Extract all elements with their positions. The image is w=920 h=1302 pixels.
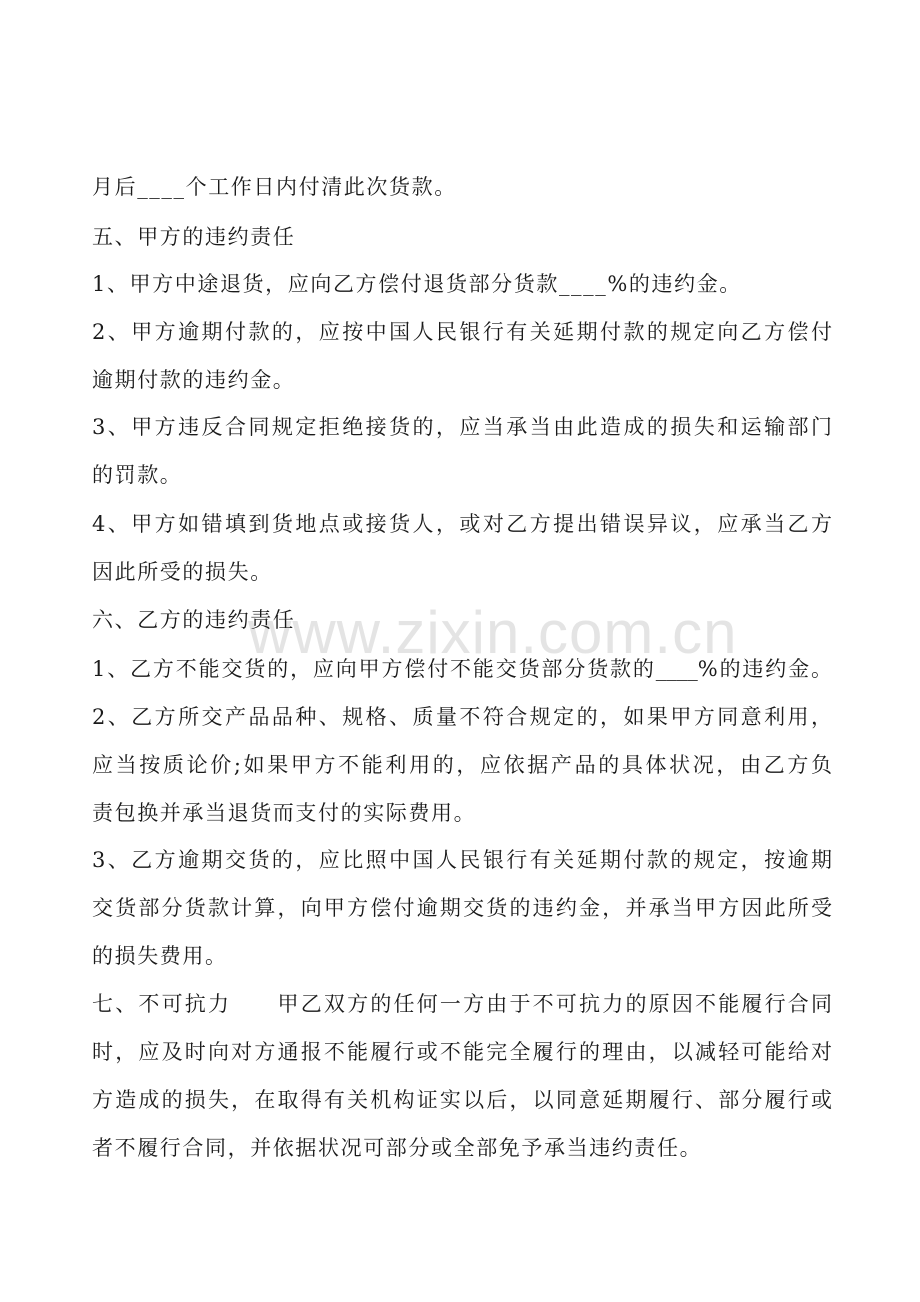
text-line: 因此所受的损失。	[92, 560, 273, 584]
section-heading-force-majeure: 七、不可抗力 甲乙双方的任何一方由于不可抗力的原因不能履行合同	[92, 992, 832, 1016]
text-line: 逾期付款的违约金。	[92, 368, 296, 392]
text-line: 应当按质论价;如果甲方不能利用的，应依据产品的具体状况，由乙方负	[92, 753, 832, 777]
text-line: 者不履行合同，并依据状况可部分或全部免予承当违约责任。	[92, 1136, 703, 1160]
text-line: 交货部分货款计算，向甲方偿付逾期交货的违约金，并承当甲方因此所受	[92, 896, 832, 920]
text-line: 的罚款。	[92, 463, 183, 487]
text-line: 方造成的损失，在取得有关机构证实以后，以同意延期履行、部分履行或	[92, 1088, 832, 1112]
text-line: 时，应及时向对方通报不能履行或不能完全履行的理由，以减轻可能给对	[92, 1040, 832, 1064]
text-line: 3、甲方违反合同规定拒绝接货的，应当承当由此造成的损失和运输部门	[92, 415, 832, 439]
text-line: 月后____个工作日内付清此次货款。	[92, 175, 457, 199]
text-line: 3、乙方逾期交货的，应比照中国人民银行有关延期付款的规定，按逾期	[92, 848, 832, 872]
text-line: 2、甲方逾期付款的，应按中国人民银行有关延期付款的规定向乙方偿付	[92, 320, 832, 344]
watermark-text: www.zixin.com.cn	[248, 599, 738, 666]
text-line: 4、甲方如错填到货地点或接货人，或对乙方提出错误异议，应承当乙方	[92, 512, 832, 536]
text-line: 的损失费用。	[92, 944, 228, 968]
section-heading-party-b-liability: 六、乙方的违约责任	[92, 608, 296, 632]
text-line: 1、乙方不能交货的，应向甲方偿付不能交货部分货款的____%的违约金。	[92, 657, 832, 681]
text-line: 责包换并承当退货而支付的实际费用。	[92, 801, 477, 825]
text-line: 2、乙方所交产品品种、规格、质量不符合规定的，如果甲方同意利用，	[92, 705, 832, 729]
section-heading-party-a-liability: 五、甲方的违约责任	[92, 225, 296, 249]
text-line: 1、甲方中途退货，应向乙方偿付退货部分货款____%的违约金。	[92, 272, 742, 296]
